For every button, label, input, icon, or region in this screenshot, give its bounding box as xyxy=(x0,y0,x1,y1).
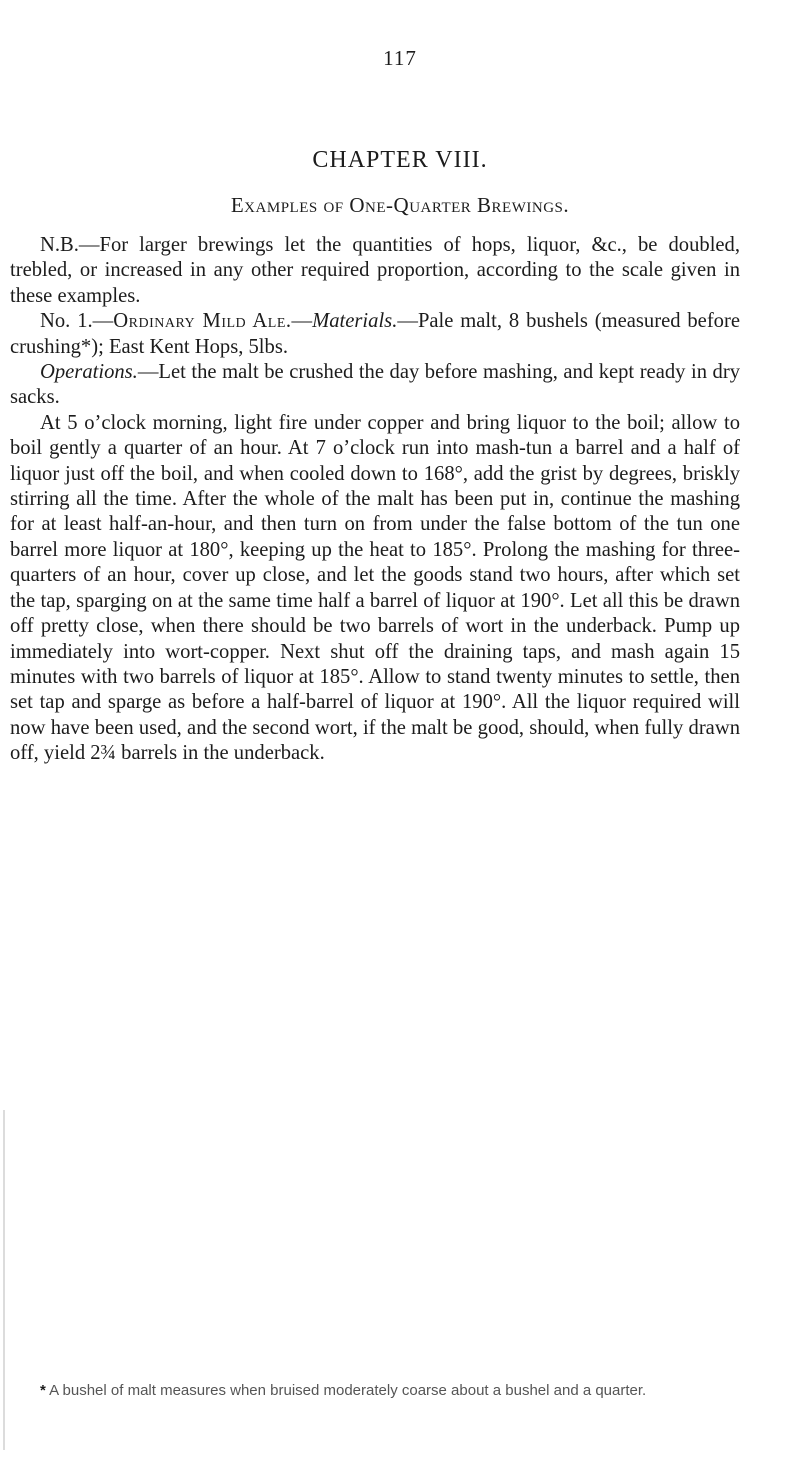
page-edge-shadow xyxy=(3,1110,5,1450)
nb-paragraph xyxy=(10,233,740,309)
page-number: 117 xyxy=(383,46,417,70)
materials-label: Materials. xyxy=(312,310,398,333)
footnote-marker: * xyxy=(40,1382,46,1399)
operations-label: Operations. xyxy=(40,361,138,384)
section-title: Examples of One-Quarter Brewings. xyxy=(230,193,570,217)
example-1-materials xyxy=(10,309,740,360)
example-name: Ordinary Mild Ale. xyxy=(113,310,292,333)
chapter-title: CHAPTER VIII. xyxy=(312,147,488,173)
body-text xyxy=(10,233,740,767)
example-1-procedure: At 5 o’clock morning, light fire under copper and bring liquor to the boil; allow to boil gently a quarter of an hour. At 7 o’clock run into mash-tun a barrel and a half of liquor just off the boil, and when cooled down to 168°, add the grist by degrees, briskly stirring all the time. After the whole of the malt has been put in, continue the mashing for at least half-an-hour, and then turn on from under the false bottom of the tun one barrel more liquor at 180°, keeping up the heat to 185°. Prolong the mashing for three-quarters of an hour, cover up close, and let the goods stand two hours, after which set the tap, sparging on at the same time half a barrel of liquor at 190°. Let all this be drawn off pretty close, when there should be two barrels of wort in the underback. Pump up immediately into wort-copper. Next shut off the draining taps, and mash again 15 minutes with two barrels of liquor at 185°. Allow to stand twenty minutes to settle, then set tap and sparge as before a half-barrel of liquor at 190°. All the liquor required will now have been used, and the second wort, if the malt be good, should, when fully drawn off, yield 2¾ barrels in the underback. xyxy=(10,411,740,765)
example-dash: — xyxy=(291,310,313,333)
footnote xyxy=(10,1381,740,1400)
materials-text: —Pale malt, 8 bushels (measured before crushing*); East Kent Hops, 5lbs. xyxy=(10,310,740,358)
example-number: No. 1.— xyxy=(40,310,114,333)
example-1-operations xyxy=(10,360,740,411)
nb-text: —For larger brewings let the quantities of hops, liquor, &c., be doubled, trebled, or increased in any other required proportion, according to the scale given in these examples. xyxy=(10,234,740,307)
nb-label: N.B. xyxy=(40,234,79,256)
footnote-text: A bushel of malt measures when bruised moderately coarse about a bushel and a quarter. xyxy=(45,1382,647,1399)
operations-text: —Let the malt be crushed the day before mashing, and kept ready in dry sacks. xyxy=(10,361,740,409)
